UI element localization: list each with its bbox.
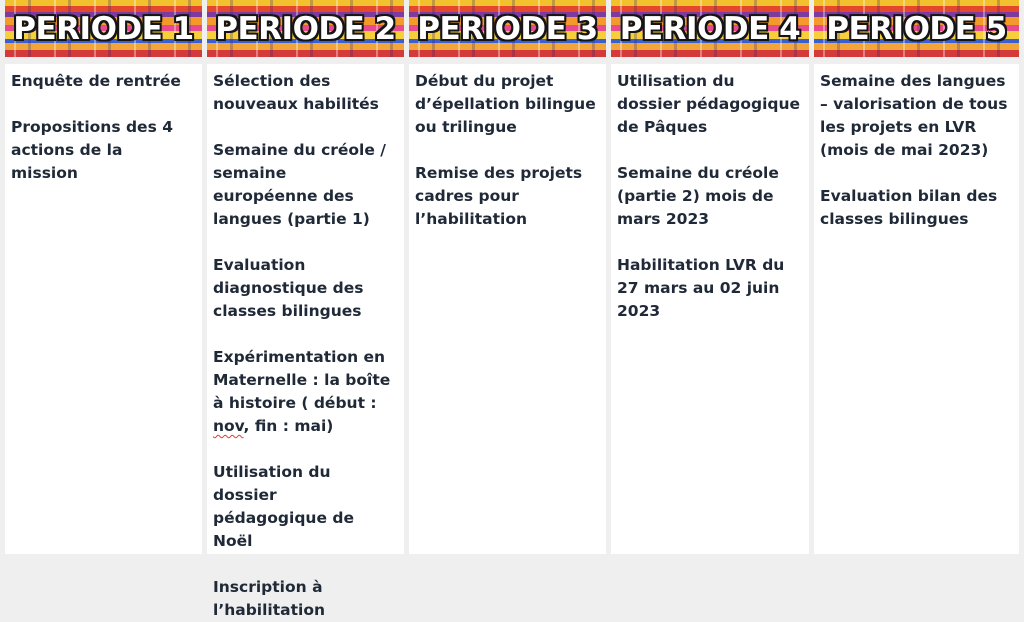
period-item: Semaine des langues – valorisation de tous les projets en LVR (mois de mai 2023)	[820, 72, 1008, 159]
period-item: Inscription à l’habilitation	[213, 578, 326, 619]
period-content	[814, 64, 1019, 554]
period-item: Evaluation bilan des classes bilingues	[820, 187, 998, 228]
period-header-banner	[409, 0, 606, 57]
period-item: Habilitation LVR du 27 mars au 02 juin 2023	[617, 256, 785, 320]
column-periode-4	[611, 0, 809, 561]
period-title: PERIODE 3	[417, 11, 598, 47]
period-content	[611, 64, 809, 554]
spellcheck-underline: nov	[213, 417, 244, 435]
period-header-banner	[5, 0, 202, 57]
period-item: Début du projet d’épellation bilingue ou trilingue	[415, 72, 596, 136]
column-periode-2	[207, 0, 404, 619]
period-item: Remise des projets cadres pour l’habilitation	[415, 164, 583, 228]
period-content	[409, 64, 606, 554]
period-title: PERIODE 4	[619, 11, 801, 47]
period-item: Evaluation diagnostique des classes bilingues	[213, 256, 364, 320]
period-title: PERIODE 1	[13, 11, 194, 47]
period-item: Enquête de rentrée	[11, 72, 181, 90]
period-content	[207, 64, 404, 619]
period-item: Utilisation du dossier pédagogique de Pâques	[617, 72, 801, 136]
period-item: Propositions des 4 actions de la mission	[11, 118, 173, 182]
period-item: Semaine du créole / semaine européenne des langues (partie 1)	[213, 141, 386, 228]
period-content	[5, 64, 202, 554]
period-item: Sélection des nouveaux habilités	[213, 72, 379, 113]
period-title: PERIODE 2	[215, 11, 396, 47]
period-header-banner	[207, 0, 404, 57]
column-periode-3	[409, 0, 606, 561]
period-item: Expérimentation en Maternelle : la boîte à histoire ( début : nov, fin : mai)	[213, 348, 391, 435]
period-header-banner	[611, 0, 809, 57]
period-item: Utilisation du dossier pédagogique de Noël	[213, 463, 354, 550]
period-title: PERIODE 5	[826, 11, 1007, 47]
column-periode-1	[5, 0, 202, 561]
column-periode-5	[814, 0, 1019, 561]
period-header-banner	[814, 0, 1019, 57]
period-item: Semaine du créole (partie 2) mois de mars 2023	[617, 164, 779, 228]
